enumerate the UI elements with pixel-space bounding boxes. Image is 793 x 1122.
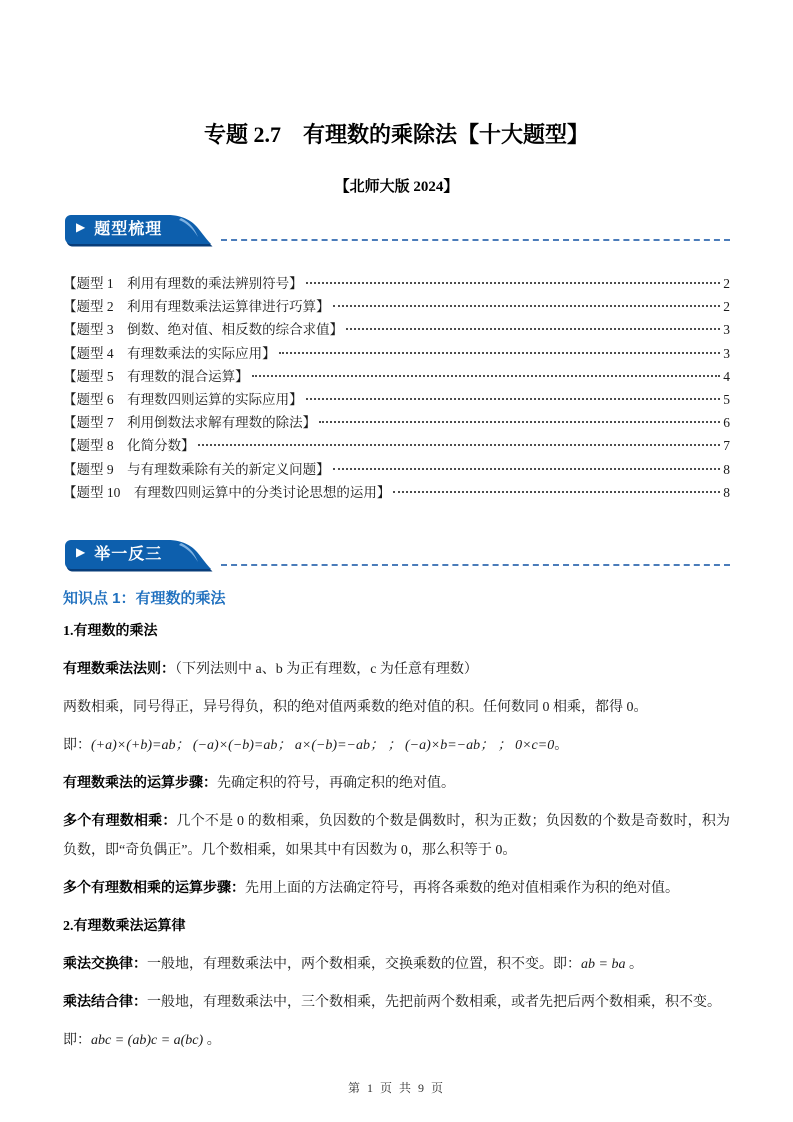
toc-page-number: 3 [723,322,730,338]
toc-entry-label: 【题型 1 利用有理数的乘法辨别符号】 [63,276,303,291]
toc-leader-dots [198,444,721,446]
knowledge-body [63,617,730,1055]
toc-entry-label: 【题型 3 倒数、绝对值、相反数的综合求值】 [63,322,344,338]
toc-page-number: 2 [723,276,730,291]
toc-entry[interactable] [63,295,730,318]
toc-leader-dots [319,421,720,423]
paragraph-multiple-factors-steps: 多个有理数相乘的运算步骤：先用上面的方法确定符号，再将各乘数的绝对值相乘作为积的绝对值。 [63,881,679,897]
toc-leader-dots [306,398,721,400]
play-triangle-icon: ▶ [76,544,87,559]
math-formula: (+a)×(+b)=ab； (−a)×(−b)=ab； a×(−b)=−ab； ； (−a)×b=−ab； ； 0×c=0 [91,738,555,754]
toc-page-number: 2 [723,299,730,315]
toc-leader-dots [306,282,721,284]
toc-leader-dots [393,491,720,493]
toc-page-number: 8 [723,484,730,500]
toc-page-number: 3 [723,345,730,361]
toc-entry-label: 【题型 7 利用倒数法求解有理数的除法】 [63,415,317,431]
toc-entry-label: 【题型 6 有理数四则运算的实际应用】 [63,392,303,408]
paragraph-commutative-law: 乘法交换律：一般地，有理数乘法中，两个数相乘，交换乘数的位置，积不变。即：ab = ba 。 [63,957,643,973]
practice-banner-row [63,538,730,570]
practice-banner-label: 举一反三 [94,546,163,564]
paragraph-multiplication-rule: 有理数乘法法则：（下列法则中 a、b 为正有理数，c 为任意有理数） [63,662,478,678]
toc-leader-dots [346,328,720,330]
toc-banner-row [63,213,730,245]
toc-entry-label: 【题型 8 化简分数】 [63,438,195,454]
toc-leader-dots [333,468,721,470]
table-of-contents [63,272,730,504]
edition-subtitle: 【北师大版 2024】 [334,179,459,195]
toc-entry[interactable] [63,365,730,388]
paragraph-operation-steps: 有理数乘法的运算步骤：先确定积的符号，再确定积的绝对值。 [63,776,455,792]
paragraph-multiple-factors: 多个有理数相乘：几个不是 0 的数相乘，负因数的个数是偶数时，积为正数；负因数的个数是奇数时，积为负数，即“奇负偶正”。几个数相乘，如果其中有因数为 0，那么积等于 0。 [63,814,731,859]
page-title: 专题 2.7 有理数的乘除法【十大题型】 [203,122,589,147]
play-triangle-icon: ▶ [76,219,87,234]
toc-entry-label: 【题型 10 有理数四则运算中的分类讨论思想的运用】 [63,484,391,500]
toc-entry[interactable] [63,481,730,504]
toc-entry-label: 【题型 5 有理数的混合运算】 [63,368,249,384]
knowledge-point-heading: 知识点 1：有理数的乘法 [63,590,226,608]
page-footer: 第 1 页 共 9 页 [347,1081,445,1095]
toc-leader-dots [333,305,721,307]
toc-entry[interactable] [63,272,730,295]
paragraph-formula-line: 即：(+a)×(+b)=ab； (−a)×(−b)=ab； a×(−b)=−ab； ； (−a)×b=−ab； ； 0×c=0。 [63,738,569,754]
toc-entry-label: 【题型 9 与有理数乘除有关的新定义问题】 [63,461,330,477]
toc-leader-dots [252,375,721,377]
toc-entry[interactable] [63,411,730,434]
toc-page-number: 6 [723,415,730,431]
toc-page-number: 8 [723,461,730,477]
practice-banner [63,538,213,570]
toc-page-number: 7 [723,438,730,454]
toc-entry[interactable] [63,318,730,341]
toc-page-number: 5 [723,392,730,408]
toc-page-number: 4 [723,368,730,384]
toc-entry[interactable] [63,458,730,481]
paragraph-laws-title: 2.有理数乘法运算律 [63,919,186,935]
math-formula: abc = (ab)c = a(bc) [91,1033,204,1049]
math-formula: ab = ba [581,957,626,973]
toc-leader-dots [279,352,721,354]
toc-entry-label: 【题型 2 利用有理数乘法运算律进行巧算】 [63,299,330,315]
banner-dashed-rule [221,239,730,241]
toc-entry-label: 【题型 4 有理数乘法的实际应用】 [63,345,276,361]
paragraph-associative-formula: 即：abc = (ab)c = a(bc) 。 [63,1033,221,1049]
toc-banner-label: 题型梳理 [94,221,163,238]
paragraph-sign-rule: 两数相乘，同号得正，异号得负，积的绝对值两乘数的绝对值的积。任何数同 0 相乘，都得 0。 [63,700,648,716]
toc-banner [63,213,213,245]
toc-entry[interactable] [63,342,730,365]
paragraph-multiplication-title: 1.有理数的乘法 [63,624,158,640]
banner-dashed-rule [221,564,730,566]
toc-entry[interactable] [63,388,730,411]
toc-entry[interactable] [63,434,730,457]
paragraph-associative-law: 乘法结合律：一般地，有理数乘法中，三个数相乘，先把前两个数相乘，或者先把后两个数相乘，积不变。 [63,995,721,1011]
